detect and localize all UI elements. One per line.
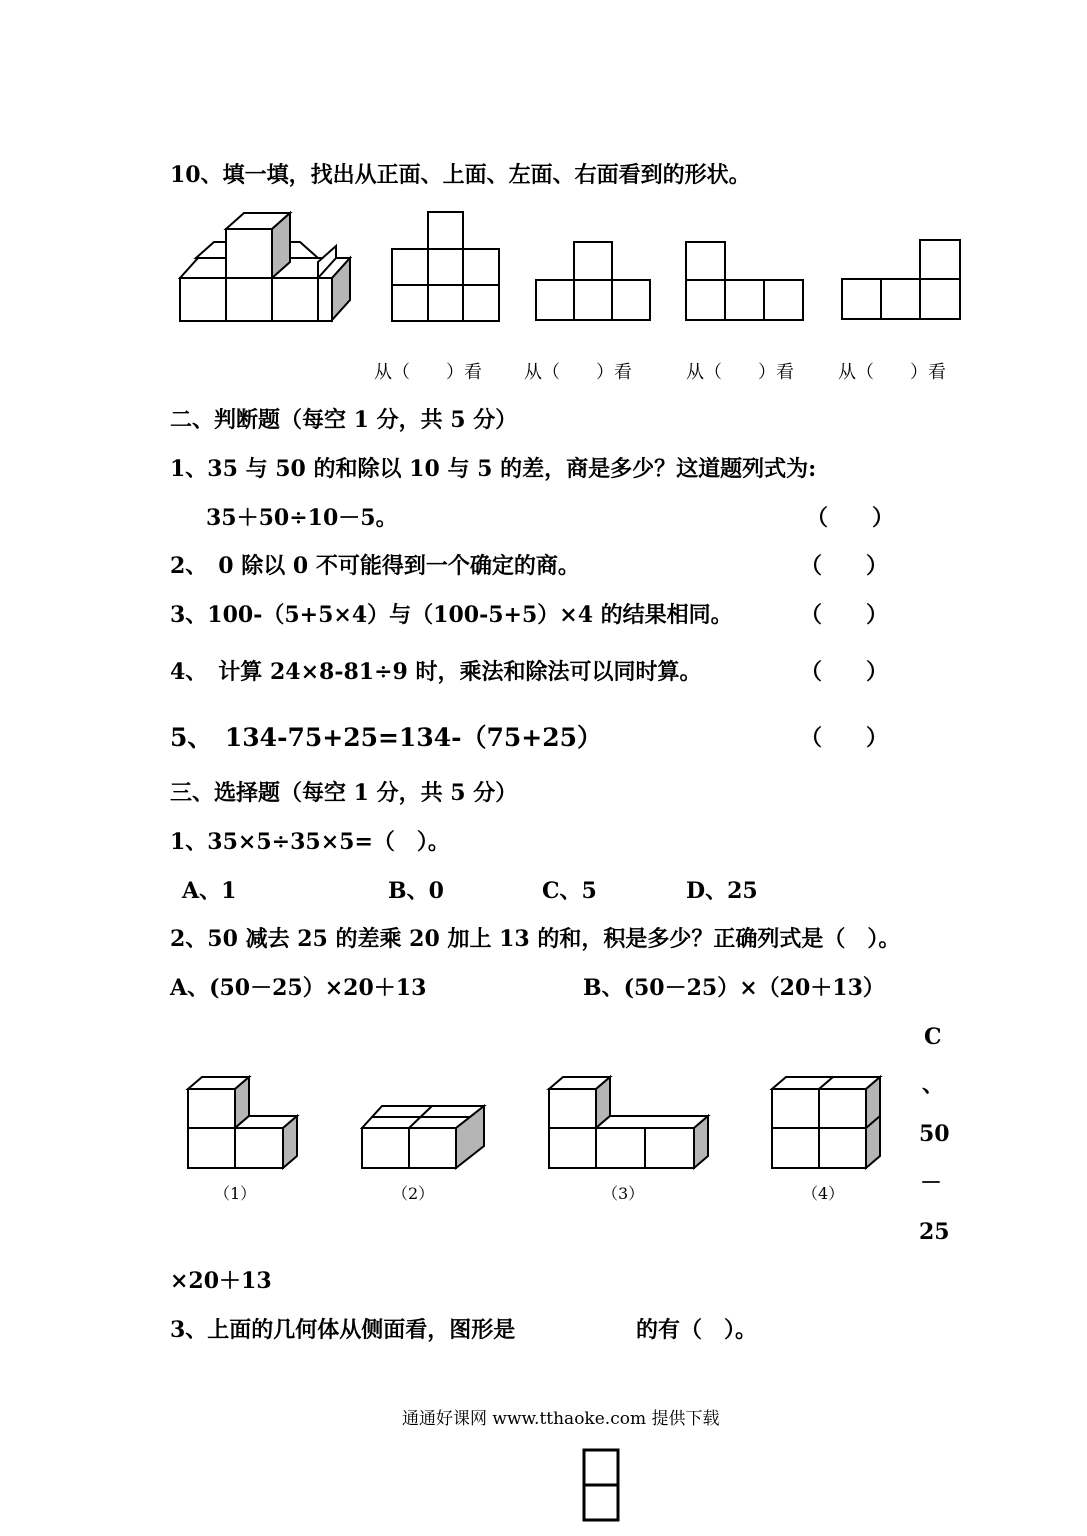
section2-title: 二、判断题（每空 1 分，共 5 分） (170, 407, 518, 433)
choice-q2-option-c-1: C (924, 1024, 942, 1050)
side-view-shape (0, 0, 1, 1)
judge-item-2: 2、 0 除以 0 不可能得到一个确定的商。 (170, 553, 580, 579)
judge-item-4: 4、 计算 24×8-81÷9 时，乘法和除法可以同时算。 (170, 659, 702, 685)
figure-label-1: （1） (214, 1184, 257, 1203)
q10-title: 10、填一填，找出从正面、上面、左面、右面看到的形状。 (170, 162, 751, 188)
view-label-2: 从（ ）看 (524, 362, 632, 383)
figure-label-3: （3） (602, 1184, 645, 1203)
choice-q1-option-d: D、25 (686, 878, 758, 904)
view-label-3: 从（ ）看 (686, 362, 794, 383)
figure-label-4: （4） (802, 1184, 845, 1203)
judge-item-1-formula: 35＋50÷10－5。 (206, 505, 398, 531)
choice-q2-option-c-4: － (920, 1170, 943, 1196)
choice-q1-option-c: C、5 (542, 878, 597, 904)
footer-text: 通通好课网 www.tthaoke.com 提供下载 (402, 1409, 720, 1429)
view-label-4: 从（ ）看 (838, 362, 946, 383)
judge-paren-3: （ ） (800, 602, 889, 628)
choice-q2-option-c-5: 25 (919, 1219, 950, 1245)
judge-paren-2: （ ） (800, 553, 889, 579)
judge-item-1: 1、35 与 50 的和除以 10 与 5 的差，商是多少？这道题列式为: (170, 456, 817, 482)
choice-q2: 2、50 减去 25 的差乘 20 加上 13 的和，积是多少？正确列式是（ ）。 (170, 926, 901, 952)
choice-q2-option-c-2: 、 (922, 1072, 945, 1098)
choice-q1: 1、35×5÷35×5=（ ）。 (170, 829, 450, 855)
choice-q3-part-b: 的有（ ）。 (636, 1317, 758, 1343)
judge-paren-4: （ ） (800, 659, 889, 685)
section3-title: 三、选择题（每空 1 分，共 5 分） (170, 780, 518, 806)
choice-q2-option-c-3: 50 (919, 1121, 950, 1147)
figure-label-2: （2） (392, 1184, 435, 1203)
choice-q1-option-b: B、0 (388, 878, 444, 904)
view-label-1: 从（ ）看 (374, 362, 482, 383)
choice-q2-option-a: A、(50－25）×20＋13 (170, 975, 427, 1001)
choice-q2-option-b: B、(50－25）×（20＋13） (583, 975, 885, 1001)
judge-paren-5: （ ） (800, 725, 889, 751)
judge-item-3: 3、100-（5+5×4）与（100-5+5）×4 的结果相同。 (170, 602, 733, 628)
choice-q1-option-a: A、1 (182, 878, 237, 904)
choice-q3-part-a: 3、上面的几何体从侧面看，图形是 (170, 1317, 516, 1343)
choice-q2-option-c-tail: ×20＋13 (170, 1268, 272, 1294)
judge-paren-1: （ ） (806, 505, 895, 531)
judge-item-5: 5、 134-75+25=134-（75+25） (170, 723, 603, 752)
